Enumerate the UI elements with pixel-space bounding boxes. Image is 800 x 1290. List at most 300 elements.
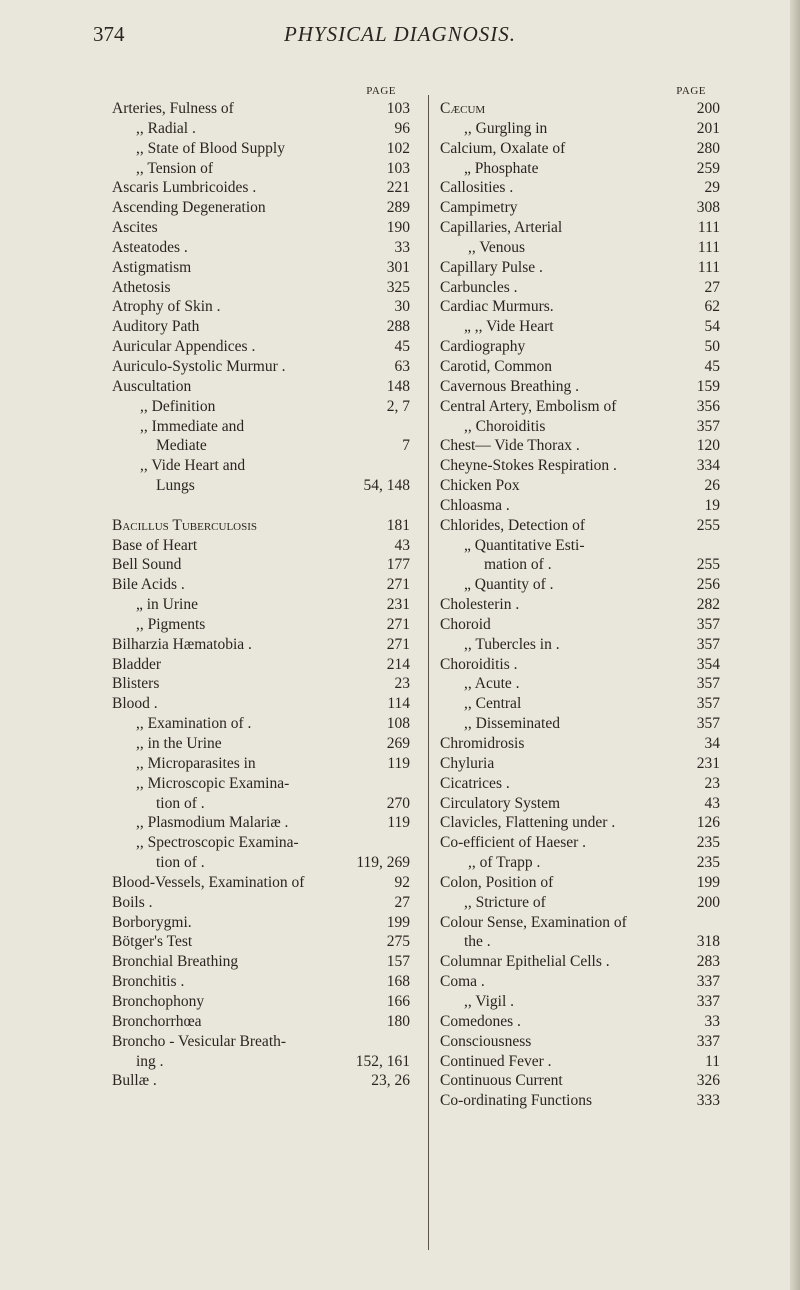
index-entry [440, 140, 720, 160]
entry-label: ,, Central [464, 695, 522, 713]
index-entry [112, 735, 410, 755]
entry-page-number: 259 [696, 159, 720, 177]
entry-label: Continuous Current [440, 1072, 563, 1090]
entry-label: ,, State of Blood Supply [136, 139, 285, 157]
entry-page-number: 308 [696, 199, 720, 217]
index-entry [112, 1013, 410, 1033]
entry-page-number: 27 [394, 893, 410, 911]
index-entry [440, 596, 720, 616]
entry-label: Auscultation [112, 377, 192, 395]
entry-page-number: 108 [386, 715, 410, 733]
index-entry [112, 358, 410, 378]
entry-page-number: 337 [696, 1032, 720, 1050]
entry-label: Athetosis [112, 278, 171, 296]
entry-page-number: 231 [386, 596, 410, 614]
index-entry [112, 953, 410, 973]
entry-label: Chest— Vide Thorax . [440, 437, 580, 455]
entry-label: ,, in the Urine [136, 735, 222, 752]
entry-label: ,, Tension of [136, 159, 213, 177]
index-entry [112, 537, 410, 557]
entry-page-number: 289 [386, 199, 410, 217]
index-entry [440, 160, 720, 180]
index-entry [112, 814, 410, 834]
entry-label: tion of . [156, 794, 205, 812]
entry-label: Capillary Pulse . [440, 258, 543, 276]
index-entry [440, 953, 720, 973]
entry-page-number: 45 [394, 338, 410, 356]
entry-label: ,, Vide Heart and [140, 457, 246, 475]
entry-label: Auditory Path [112, 318, 200, 336]
index-entry [440, 457, 720, 477]
index-entry [112, 874, 410, 894]
entry-label: Choroiditis . [440, 655, 518, 673]
entry-label: Bronchophony [112, 992, 205, 1010]
entry-page-number: 23 [704, 774, 720, 792]
index-entry [440, 814, 720, 834]
index-entries-left [112, 100, 410, 1092]
entry-page-number: 92 [394, 873, 410, 891]
entry-page-number: 148 [386, 377, 410, 395]
index-entry [440, 179, 720, 199]
entry-page-number: 275 [386, 933, 410, 951]
entry-page-number: 181 [386, 516, 410, 534]
entry-page-number: 337 [696, 973, 720, 991]
entry-label: Bronchial Breathing [112, 953, 239, 971]
entry-label: Bronchitis . [112, 973, 185, 991]
index-entry [440, 100, 720, 120]
running-title: PHYSICAL DIAGNOSIS. [283, 22, 517, 46]
entry-page-number: 357 [696, 615, 720, 633]
entry-label: Mediate [156, 437, 207, 455]
entry-label: Continued Fever . [440, 1052, 552, 1070]
index-entry [440, 775, 720, 795]
entry-label: tion of . [156, 854, 205, 872]
entry-label: ,, of Trapp . [468, 854, 541, 872]
entry-page-number: 111 [697, 258, 720, 276]
entry-label: Lungs [156, 477, 195, 495]
entry-page-number: 354 [696, 655, 720, 673]
entry-label: Bronchorrhœa [112, 1012, 202, 1030]
entry-label: ,, Spectroscopic Examina- [136, 834, 299, 852]
index-entry [112, 775, 410, 795]
entry-page-number: 62 [704, 298, 720, 316]
entry-label: Auricular Appendices . [112, 338, 256, 356]
index-entry [440, 636, 720, 656]
index-entry [112, 398, 410, 418]
entry-label: Bladder [112, 655, 162, 673]
index-column-right [440, 85, 720, 1112]
entry-label: Chicken Pox [440, 477, 520, 495]
index-entry [112, 973, 410, 993]
entry-label: Broncho - Vesicular Breath- [112, 1032, 287, 1050]
entry-page-number: 231 [696, 754, 720, 772]
entry-page-number: 255 [696, 516, 720, 534]
entry-label: „ Phosphate [464, 159, 539, 177]
entry-page-number: 19 [704, 496, 720, 514]
entry-page-number: 29 [704, 179, 720, 197]
entry-page-number: 270 [386, 794, 410, 812]
entry-label: Atrophy of Skin . [112, 298, 221, 316]
entry-page-number: 201 [696, 119, 720, 137]
entry-page-number: 190 [386, 219, 410, 237]
index-entry [440, 358, 720, 378]
entry-label: Circulatory System [440, 794, 561, 812]
index-entry [112, 854, 410, 874]
entry-label: Boils . [112, 893, 153, 911]
entry-label: „ Quantity of . [464, 576, 554, 594]
entry-label: ,, Examination of . [136, 715, 252, 733]
entry-label: „ ,, Vide Heart [464, 318, 554, 336]
index-entry [440, 715, 720, 735]
entry-page-number: 256 [696, 576, 720, 594]
index-entry [112, 933, 410, 953]
index-entry [112, 418, 410, 438]
index-entry [112, 616, 410, 636]
entry-label: Bilharzia Hæmatobia . [112, 635, 252, 653]
entry-page-number: 34 [704, 735, 720, 752]
entry-label: Astigmatism [112, 258, 192, 276]
entry-page-number: 23, 26 [371, 1072, 410, 1090]
entry-label: ,, Gurgling in [464, 119, 548, 137]
entry-page-number: 357 [696, 635, 720, 653]
index-entry [440, 1092, 720, 1112]
index-entry [440, 437, 720, 457]
entry-label: Blood . [112, 695, 158, 713]
entry-page-number: 280 [696, 139, 720, 157]
entry-label: Blood-Vessels, Examination of [112, 873, 305, 891]
index-entry [112, 298, 410, 318]
entry-page-number: 271 [386, 576, 410, 594]
entry-page-number: 200 [696, 100, 720, 117]
page-column-heading: PAGE [676, 85, 706, 97]
index-entry [112, 179, 410, 199]
index-entry [440, 1053, 720, 1073]
index-entry [440, 854, 720, 874]
index-entry [440, 695, 720, 715]
index-entry [440, 795, 720, 815]
index-entry [440, 834, 720, 854]
entry-label: Asteatodes . [112, 238, 188, 256]
index-entry [440, 418, 720, 438]
entry-label: Consciousness [440, 1032, 532, 1050]
entry-page-number: 214 [386, 655, 410, 673]
entry-label: ,, Microparasites in [136, 754, 256, 772]
entry-label: Carotid, Common [440, 357, 552, 375]
index-entry [112, 596, 410, 616]
index-entry [440, 1013, 720, 1033]
index-entry [112, 338, 410, 358]
index-entry [112, 993, 410, 1013]
entry-label: ,, Microscopic Examina- [136, 774, 290, 792]
entry-label: Carbuncles . [440, 278, 518, 296]
entry-label: Capillaries, Arterial [440, 219, 563, 237]
index-entry [440, 398, 720, 418]
index-entry [440, 735, 720, 755]
index-entry [440, 914, 720, 934]
index-entry [112, 140, 410, 160]
entry-page-number: 166 [386, 992, 410, 1010]
entry-label: Choroid [440, 615, 491, 633]
index-entry [112, 279, 410, 299]
index-entry [112, 834, 410, 854]
entry-page-number: 337 [696, 992, 720, 1010]
index-entry [440, 338, 720, 358]
index-column-left [112, 85, 410, 1092]
entry-label: „ Quantitative Esti- [464, 536, 585, 554]
entry-page-number: 199 [386, 913, 410, 931]
entry-label: Bile Acids . [112, 576, 185, 594]
entry-page-number: 111 [697, 219, 720, 237]
entry-label: ,, Definition [140, 397, 216, 415]
entry-page-number: 157 [386, 953, 410, 971]
entry-page-number: 301 [386, 258, 410, 276]
entry-page-number: 43 [704, 794, 720, 812]
index-entry [112, 378, 410, 398]
index-entry [440, 1033, 720, 1053]
index-entry [440, 894, 720, 914]
entry-page-number: 43 [394, 536, 410, 554]
entry-label: „ in Urine [136, 596, 198, 614]
index-entry [112, 517, 410, 537]
index-entry [440, 616, 720, 636]
index-entry [440, 755, 720, 775]
entry-page-number: 119 [387, 814, 410, 832]
entry-page-number: 11 [705, 1052, 720, 1070]
index-entry [112, 1053, 410, 1073]
entry-page-number: 271 [386, 635, 410, 653]
index-entry [440, 933, 720, 953]
entry-page-number: 318 [696, 933, 720, 951]
entry-page-number: 283 [696, 953, 720, 971]
index-entry [112, 259, 410, 279]
entry-label: mation of . [484, 556, 552, 574]
entry-label: Cholesterin . [440, 596, 520, 614]
entry-page-number: 54 [704, 318, 720, 336]
entry-page-number: 199 [696, 873, 720, 891]
entry-page-number: 2, 7 [386, 397, 410, 415]
entry-page-number: 119 [387, 754, 410, 772]
index-entry [112, 755, 410, 775]
entry-page-number: 26 [704, 477, 720, 495]
entry-label: Bacillus Tuberculosis [112, 516, 258, 534]
entry-page-number: 103 [386, 159, 410, 177]
entry-label: Arteries, Fulness of [112, 100, 234, 117]
entry-page-number: 30 [394, 298, 410, 316]
entry-page-number: 45 [704, 357, 720, 375]
entry-page-number: 325 [386, 278, 410, 296]
column-divider [428, 95, 429, 1250]
entry-label: Borborygmi. [112, 913, 192, 931]
entry-page-number: 23 [394, 675, 410, 693]
entry-label: Cardiac Murmurs. [440, 298, 554, 316]
index-entry [112, 656, 410, 676]
entry-page-number: 357 [696, 675, 720, 693]
index-entry [440, 675, 720, 695]
index-entry [440, 576, 720, 596]
index-entry [112, 636, 410, 656]
index-entry [112, 795, 410, 815]
index-entry [112, 914, 410, 934]
entry-page-number: 282 [696, 596, 720, 614]
entry-label: Bell Sound [112, 556, 182, 574]
page-column-heading: PAGE [366, 85, 396, 97]
index-entry [440, 1072, 720, 1092]
entry-label: ,, Stricture of [464, 893, 546, 911]
entry-page-number: 334 [696, 457, 720, 475]
entry-label: Ascending Degeneration [112, 199, 266, 217]
index-entry [440, 973, 720, 993]
entry-label: Bötger's Test [112, 933, 193, 951]
entry-label: Chyluria [440, 754, 495, 772]
entry-label: Ascites [112, 219, 158, 237]
index-entry [440, 537, 720, 557]
index-entry [112, 675, 410, 695]
index-entry [112, 556, 410, 576]
entry-label: ,, Acute . [464, 675, 520, 693]
entry-label: Bullæ . [112, 1072, 157, 1090]
entry-page-number: 50 [704, 338, 720, 356]
entry-label: Central Artery, Embolism of [440, 397, 617, 415]
entry-page-number: 255 [696, 556, 720, 574]
entry-page-number: 221 [386, 179, 410, 197]
entry-label: Co-efficient of Haeser . [440, 834, 587, 852]
index-entry [112, 219, 410, 239]
entry-page-number: 356 [696, 397, 720, 415]
entry-page-number: 152, 161 [355, 1052, 410, 1070]
entry-label: Base of Heart [112, 536, 198, 554]
entry-label: ,, Tubercles in . [464, 635, 560, 653]
entry-page-number: 177 [386, 556, 410, 574]
entry-label: Campimetry [440, 199, 518, 217]
index-entry [440, 318, 720, 338]
entry-page-number: 114 [387, 695, 410, 713]
entry-label: Ascaris Lumbricoides . [112, 179, 257, 197]
entry-label: Colour Sense, Examination of [440, 913, 627, 931]
entry-page-number: 159 [696, 377, 720, 395]
entry-label: Colon, Position of [440, 873, 554, 891]
entry-label: ,, Choroiditis [464, 417, 546, 435]
entry-label: Chloasma . [440, 496, 510, 514]
index-entry [112, 160, 410, 180]
entry-page-number: 102 [386, 139, 410, 157]
index-entry [112, 120, 410, 140]
entry-label: ,, Immediate and [140, 417, 245, 435]
entry-label: ,, Vigil . [464, 992, 515, 1010]
entry-page-number: 357 [696, 417, 720, 435]
entry-page-number: 103 [386, 100, 410, 117]
entry-label: Chlorides, Detection of [440, 516, 586, 534]
index-entry [112, 477, 410, 497]
entry-page-number: 27 [704, 278, 720, 296]
entry-label: ,, Disseminated [464, 715, 560, 733]
entry-page-number: 111 [697, 238, 720, 256]
index-entry [440, 199, 720, 219]
index-entry [112, 1033, 410, 1053]
entry-page-number: 269 [386, 735, 410, 752]
index-entry [112, 1072, 410, 1092]
index-entry [112, 100, 410, 120]
page-number: 374 [93, 22, 125, 46]
entry-label: Callosities . [440, 179, 514, 197]
entry-label: ,, Pigments [136, 615, 206, 633]
entry-page-number: 235 [696, 834, 720, 852]
entry-page-number: 33 [704, 1012, 720, 1030]
entry-page-number: 326 [696, 1072, 720, 1090]
entry-page-number: 200 [696, 893, 720, 911]
entry-page-number: 54, 148 [363, 477, 410, 495]
entry-label: Cavernous Breathing . [440, 377, 580, 395]
index-entry [440, 378, 720, 398]
index-entry [112, 199, 410, 219]
entry-label: Cheyne-Stokes Respiration . [440, 457, 617, 475]
entry-page-number: 7 [402, 437, 410, 455]
entry-page-number: 271 [386, 615, 410, 633]
index-entry [440, 120, 720, 140]
entry-page-number: 357 [696, 715, 720, 733]
entry-label: ing . [136, 1052, 164, 1070]
index-entry [440, 497, 720, 517]
index-entry [112, 497, 410, 517]
entry-page-number: 288 [386, 318, 410, 336]
index-entry [440, 298, 720, 318]
entry-page-number: 180 [386, 1012, 410, 1030]
entry-label: Chromidrosis [440, 735, 525, 752]
entry-label: ,, Venous [468, 238, 525, 256]
page-header [0, 22, 800, 54]
index-entry [112, 239, 410, 259]
index-entry [112, 457, 410, 477]
index-entry [440, 656, 720, 676]
entry-label: Co-ordinating Functions [440, 1092, 592, 1110]
entry-page-number: 119, 269 [356, 854, 410, 872]
entry-page-number: 168 [386, 973, 410, 991]
entry-label: Cardiography [440, 338, 526, 356]
index-entry [112, 318, 410, 338]
index-entry [112, 715, 410, 735]
index-entry [112, 576, 410, 596]
page-edge [790, 0, 800, 1290]
index-entry [440, 219, 720, 239]
entry-label: the . [464, 933, 491, 951]
entry-label: Blisters [112, 675, 160, 693]
entry-page-number: 33 [394, 238, 410, 256]
entry-label: Columnar Epithelial Cells . [440, 953, 610, 971]
index-entries-right [440, 100, 720, 1112]
index-entry [440, 239, 720, 259]
entry-label: Clavicles, Flattening under . [440, 814, 616, 832]
entry-page-number: 63 [394, 357, 410, 375]
entry-label: Cæcum [440, 100, 486, 117]
index-entry [440, 477, 720, 497]
entry-label: Calcium, Oxalate of [440, 139, 566, 157]
index-entry [440, 874, 720, 894]
index-entry [440, 517, 720, 537]
index-entry [440, 279, 720, 299]
index-entry [112, 695, 410, 715]
index-entry [440, 556, 720, 576]
entry-label: ,, Plasmodium Malariæ . [136, 814, 289, 832]
entry-label: ,, Radial . [136, 119, 196, 137]
entry-label: Coma . [440, 973, 485, 991]
index-entry [440, 993, 720, 1013]
entry-page-number: 96 [394, 119, 410, 137]
entry-label: Auriculo-Systolic Murmur . [112, 357, 286, 375]
entry-page-number: 120 [696, 437, 720, 455]
entry-page-number: 333 [696, 1092, 720, 1110]
index-entry [440, 259, 720, 279]
index-entry [112, 437, 410, 457]
index-entry [112, 894, 410, 914]
